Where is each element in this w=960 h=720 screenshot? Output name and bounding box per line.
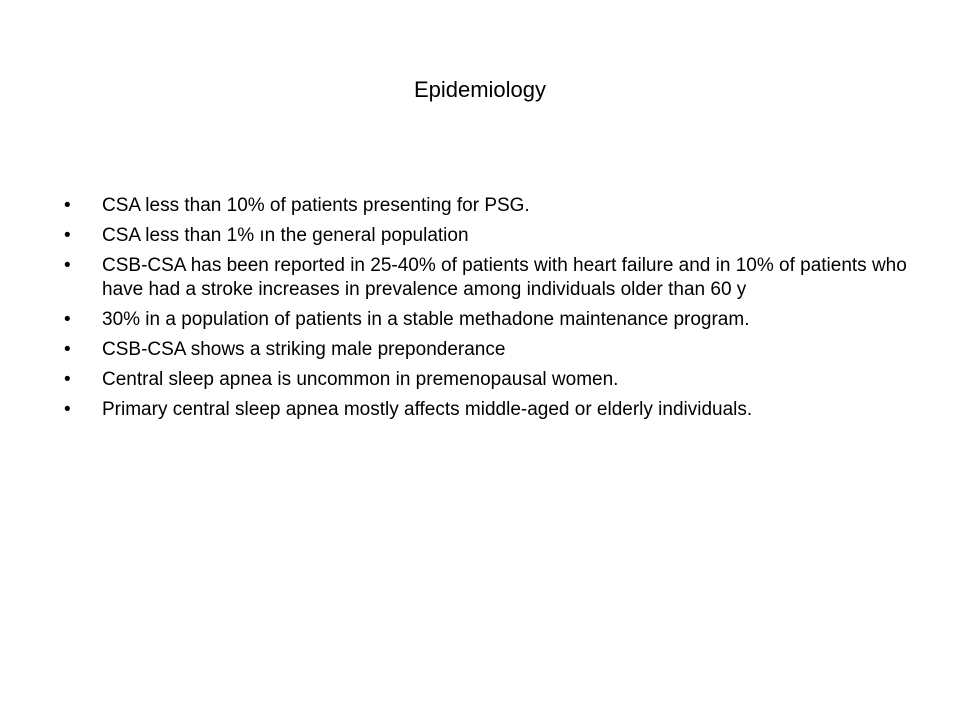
bullet-text: CSA less than 1% ın the general population	[102, 225, 469, 246]
bullet-text: Central sleep apnea is uncommon in premenopausal women.	[102, 369, 619, 390]
bullet-item	[64, 368, 924, 392]
bullet-item	[64, 224, 924, 248]
bullet-icon: •	[64, 339, 71, 360]
bullet-item	[64, 338, 924, 362]
bullet-text: 30% in a population of patients in a stable methadone maintenance program.	[102, 309, 750, 330]
bullet-text: Primary central sleep apnea mostly affects middle-aged or elderly individuals.	[102, 399, 753, 420]
bullet-item	[64, 254, 924, 302]
slide-title: Epidemiology	[413, 77, 547, 102]
bullet-item	[64, 194, 924, 218]
bullet-icon: •	[64, 195, 71, 216]
bullet-icon: •	[64, 255, 71, 276]
bullet-list	[64, 194, 924, 428]
bullet-icon: •	[64, 369, 71, 390]
bullet-icon: •	[64, 309, 71, 330]
bullet-item	[64, 308, 924, 332]
bullet-text: CSA less than 10% of patients presenting for PSG.	[102, 195, 530, 216]
bullet-item	[64, 398, 924, 422]
bullet-icon: •	[64, 225, 71, 246]
bullet-text: CSB-CSA shows a striking male preponderance	[102, 339, 506, 360]
bullet-icon: •	[64, 399, 71, 420]
bullet-text: CSB-CSA has been reported in 25-40% of patients with heart failure and in 10% of patients who have had a stroke increases in prevalence among individuals older than 60 y	[102, 255, 907, 300]
